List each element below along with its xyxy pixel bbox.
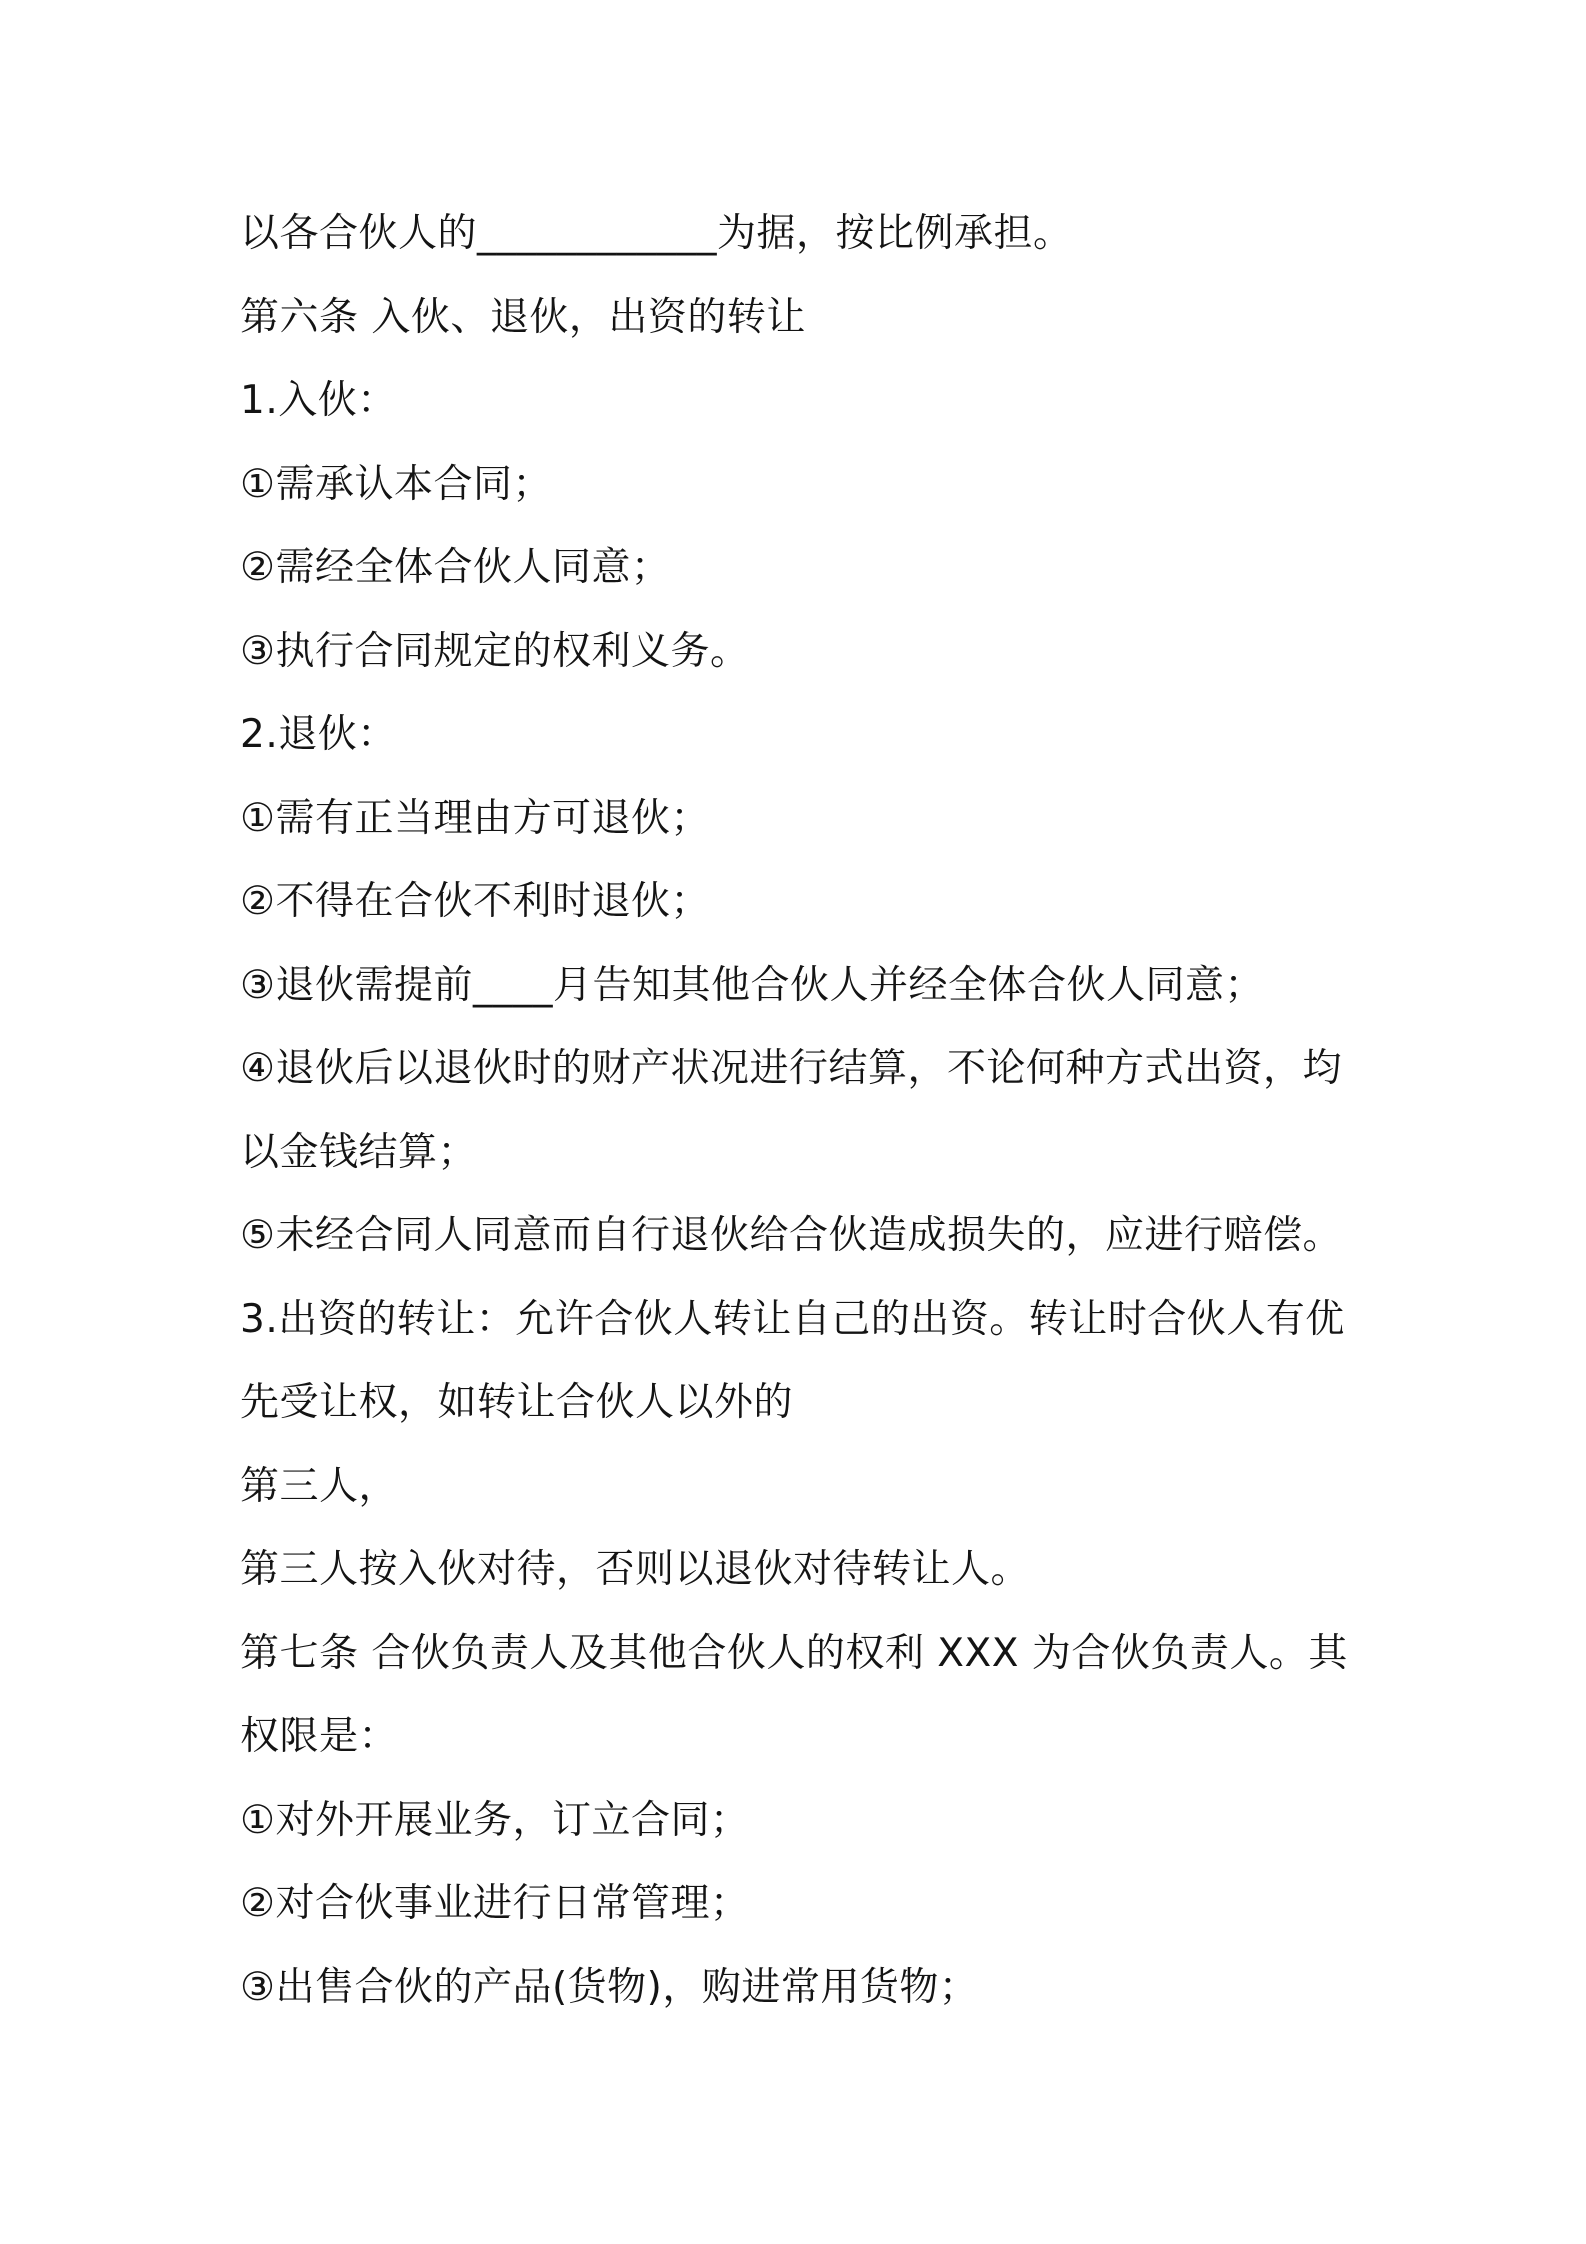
section-paragraph: 3.出资的转让：允许合伙人转让自己的出资。转让时合伙人有优 <box>240 1296 1345 1342</box>
article-heading: 第七条 合伙负责人及其他合伙人的权利 XXX 为合伙负责人。其 <box>240 1630 1348 1676</box>
paragraph-continuation: 先受让权，如转让合伙人以外的 <box>240 1380 794 1425</box>
list-item: ②不得在合伙不利时退伙； <box>240 879 710 924</box>
section-heading: 1.入伙： <box>240 378 397 423</box>
list-item: ②对合伙事业进行日常管理； <box>240 1881 750 1926</box>
text-line: 第三人， <box>240 1463 399 1509</box>
list-item: ⑤未经合同人同意而自行退伙给合伙造成损失的，应进行赔偿。 <box>240 1213 1342 1258</box>
list-item: ④退伙后以退伙时的财产状况进行结算，不论何种方式出资，均 <box>240 1046 1342 1091</box>
list-item: ①需承认本合同； <box>240 461 552 507</box>
document-body <box>240 192 1370 2029</box>
list-item: ③退伙需提前____月告知其他合伙人并经全体合伙人同意； <box>240 962 1264 1008</box>
list-item: ①对外开展业务，订立合同； <box>240 1797 750 1843</box>
list-item: ②需经全体合伙人同意； <box>240 545 671 590</box>
article-heading: 第六条 入伙、退伙，出资的转让 <box>240 294 806 340</box>
section-heading: 2.退伙： <box>240 712 397 757</box>
list-item: ③执行合同规定的权利义务。 <box>240 628 750 674</box>
text-line: 以各合伙人的____________为据，按比例承担。 <box>240 211 1073 256</box>
text-line: 第三人按入伙对待，否则以退伙对待转让人。 <box>240 1547 1031 1592</box>
paragraph-continuation: 权限是： <box>240 1714 399 1759</box>
list-item: ③出售合伙的产品(货物)，购进常用货物； <box>240 1964 979 2010</box>
list-item: ①需有正当理由方可退伙； <box>240 795 710 841</box>
list-item-continuation: 以金钱结算； <box>240 1129 478 1175</box>
